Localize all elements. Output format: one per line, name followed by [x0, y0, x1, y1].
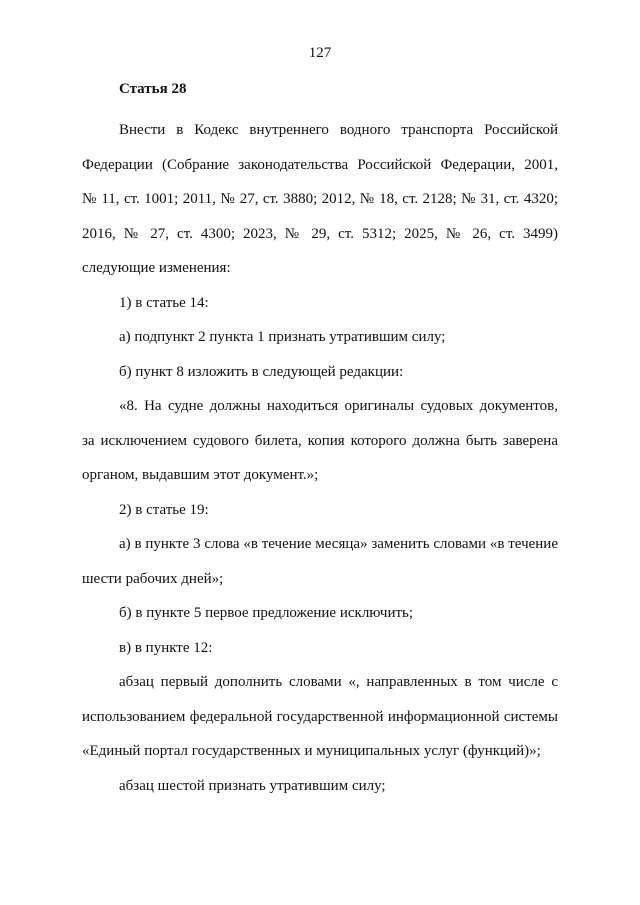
text-line: использованием федеральной государственной информационной системы — [82, 708, 558, 725]
article-title: Статья 28 — [119, 81, 187, 97]
text-line: 1) в статье 14: — [119, 294, 209, 311]
text-line: абзац первый дополнить словами «, направленных в том числе с — [119, 674, 558, 690]
text-line: за исключением судового билета, копия которого должна быть заверена — [82, 432, 558, 449]
text-line: абзац шестой признать утратившим силу; — [119, 777, 386, 794]
text-line: 2) в статье 19: — [119, 501, 209, 518]
text-line: органом, выдавшим этот документ.»; — [82, 467, 319, 483]
text-line: шести рабочих дней»; — [82, 570, 224, 587]
text-line: а) в пункте 3 слова «в течение месяца» заменить словами «в течение — [119, 536, 558, 552]
text-line: Федерации (Собрание законодательства Российской Федерации, 2001, — [82, 156, 558, 173]
text-line: «Единый портал государственных и муниципальных услуг (функций)»; — [82, 743, 541, 759]
text-line: следующие изменения: — [82, 260, 231, 276]
text-line: 2016, № 27, ст. 4300; 2023, № 29, ст. 5312; 2025, № 26, ст. 3499) — [82, 225, 558, 242]
text-line: в) в пункте 12: — [119, 639, 213, 656]
page-number: 127 — [308, 45, 332, 61]
text-line: б) пункт 8 изложить в следующей редакции: — [119, 363, 404, 380]
text-line: Внести в Кодекс внутреннего водного транспорта Российской — [119, 122, 558, 138]
text-line: № 11, ст. 1001; 2011, № 27, ст. 3880; 2012, № 18, ст. 2128; № 31, ст. 4320; — [82, 191, 558, 207]
text-line: а) подпункт 2 пункта 1 признать утратившим силу; — [119, 329, 446, 345]
document-body — [82, 113, 558, 803]
text-line: б) в пункте 5 первое предложение исключить; — [119, 605, 414, 621]
text-line: «8. На судне должны находиться оригиналы судовых документов, — [119, 398, 558, 414]
